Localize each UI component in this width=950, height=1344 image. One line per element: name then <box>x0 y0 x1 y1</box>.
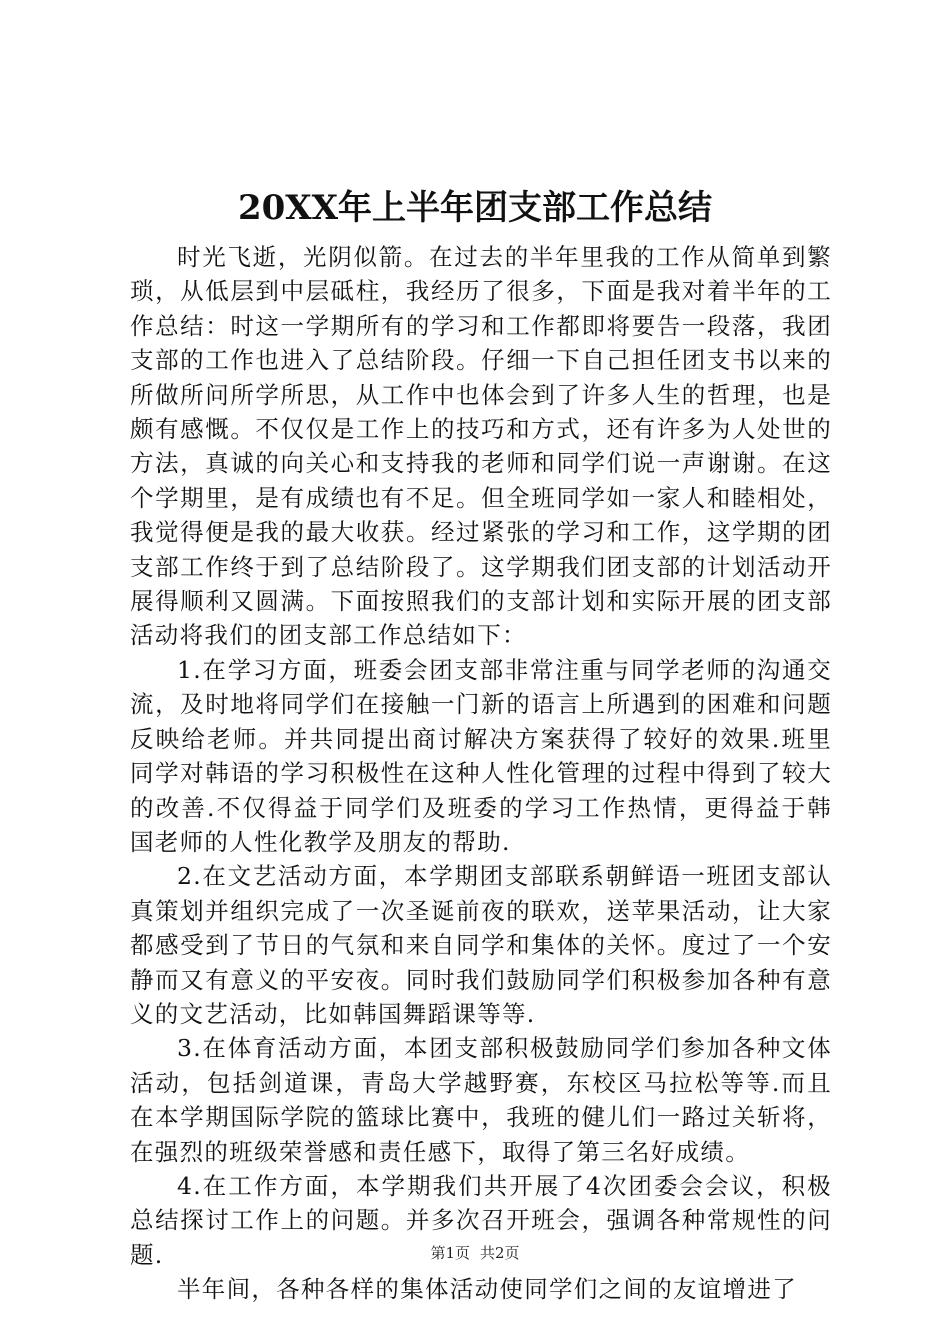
paragraph-intro: 时光飞逝，光阴似箭。在过去的半年里我的工作从简单到繁琐，从低层到中层砥柱，我经历了很多，下面是我对着半年的工作总结：时这一学期所有的学习和工作都即将要告一段落，我团支部的工作也进入了总结阶段。仔细一下自己担任团支书以来的所做所问所学所思，从工作中也体会到了许多人生的哲理，也是颇有感慨。不仅仅是工作上的技巧和方式，还有许多为人处世的方法，真诚的向关心和支持我的老师和同学们说一声谢谢。在这个学期里，是有成绩也有不足。但全班同学如一家人和睦相处，我觉得便是我的最大收获。经过紧张的学习和工作，这学期的团支部工作终于到了总结阶段了。这学期我们团支部的计划活动开展得顺利又圆满。下面按照我们的支部计划和实际开展的团支部活动将我们的团支部工作总结如下： <box>130 243 832 650</box>
paragraph-closing: 半年间，各种各样的集体活动使同学们之间的友谊增进了 <box>177 1275 797 1304</box>
page-number-current: 第1页 <box>430 1244 470 1262</box>
document-title: 20XX年上半年团支部工作总结 <box>237 188 713 228</box>
page-number-total: 共2页 <box>480 1244 520 1262</box>
page-footer <box>0 1242 950 1264</box>
document-body <box>130 240 832 1307</box>
paragraph-sports: 3.在体育活动方面，本团支部积极鼓励同学们参加各种文体活动，包括剑道课，青岛大学越野赛，东校区马拉松等等.而且在本学期国际学院的篮球比赛中，我班的健儿们一路过关斩将，在强烈的班级荣誉感和责任感下，取得了第三名好成绩。 <box>130 1034 832 1166</box>
paragraph-work: 4.在工作方面，本学期我们共开展了4次团委会会议，积极总结探讨工作上的问题。并多次召开班会，强调各种常规性的问题. <box>130 1171 832 1269</box>
paragraph-arts: 2.在文艺活动方面，本学期团支部联系朝鲜语一班团支部认真策划并组织完成了一次圣诞前夜的联欢，送苹果活动，让大家都感受到了节日的气氛和来自同学和集体的关怀。度过了一个安静而又有意义的平安夜。同时我们鼓励同学们积极参加各种有意义的文艺活动，比如韩国舞蹈课等等. <box>130 862 832 1028</box>
paragraph-study: 1.在学习方面，班委会团支部非常注重与同学老师的沟通交流，及时地将同学们在接触一门新的语言上所遇到的困难和问题反映给老师。并共同提出商讨解决方案获得了较好的效果.班里同学对韩语的学习积极性在这种人性化管理的过程中得到了较大的改善.不仅得益于同学们及班委的学习工作热情，更得益于韩国老师的人性化教学及朋友的帮助. <box>130 655 832 856</box>
